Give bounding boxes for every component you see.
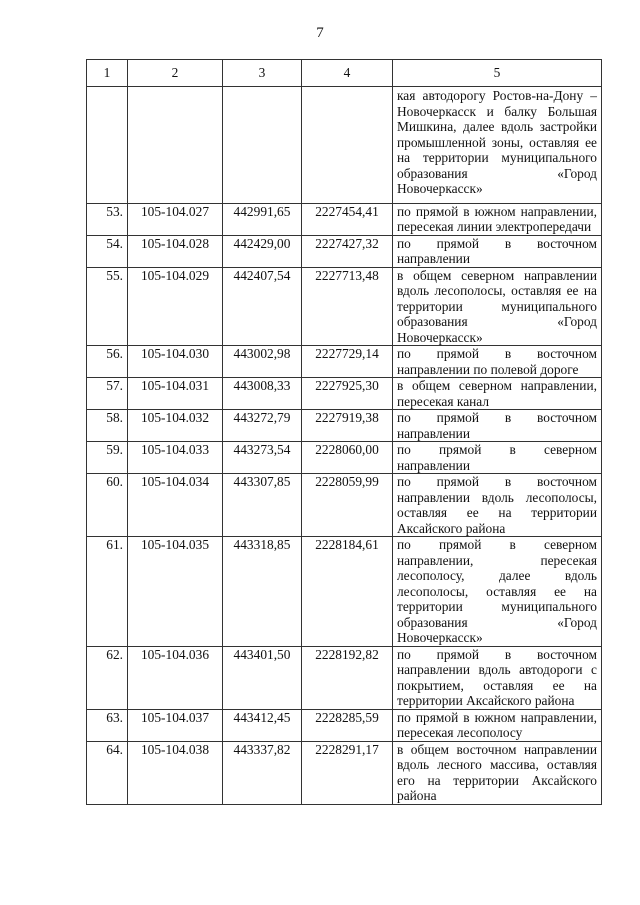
coordinate-x: 443318,85 [223, 537, 302, 647]
point-number: 64. [87, 741, 128, 804]
coordinate-y: 2227454,41 [302, 203, 393, 235]
page-number: 7 [316, 25, 324, 41]
table-row [87, 442, 602, 474]
point-number: 61. [87, 537, 128, 647]
point-number: 58. [87, 410, 128, 442]
boundary-description: по прямой в восточном направлении вдоль лесополосы, оставляя ее на территории Аксайского района [393, 474, 602, 537]
header-col-1: 1 [87, 60, 128, 87]
point-number: 53. [87, 203, 128, 235]
coordinate-y: 2228291,17 [302, 741, 393, 804]
coordinate-y: 2228192,82 [302, 646, 393, 709]
coordinate-y: 2227925,30 [302, 378, 393, 410]
continuation-row [87, 87, 602, 204]
point-number: 60. [87, 474, 128, 537]
header-col-4: 4 [302, 60, 393, 87]
table-cell [87, 87, 128, 204]
coordinate-x: 442429,00 [223, 235, 302, 267]
coordinate-x: 443307,85 [223, 474, 302, 537]
coordinate-x: 443008,33 [223, 378, 302, 410]
boundary-description: по прямой в восточном направлении по полевой дороге [393, 346, 602, 378]
continuation-description: кая автодорогу Ростов-на-Дону – Новочеркасск и балку Большая Мишкина, далее вдоль застройки промышленной зоны, оставляя ее на территории муниципального образования «Город Новочеркасск» [393, 87, 602, 204]
coordinate-y: 2227713,48 [302, 267, 393, 346]
boundary-description: в общем северном направлении, пересекая канал [393, 378, 602, 410]
coordinate-x: 443401,50 [223, 646, 302, 709]
point-number: 56. [87, 346, 128, 378]
boundary-description: по прямой в южном направлении, пересекая линии электропередачи [393, 203, 602, 235]
coordinate-x: 442407,54 [223, 267, 302, 346]
coordinate-y: 2227919,38 [302, 410, 393, 442]
header-col-2: 2 [128, 60, 223, 87]
table-row [87, 346, 602, 378]
boundary-description: по прямой в восточном направлении [393, 410, 602, 442]
coordinate-x: 443273,54 [223, 442, 302, 474]
table-header-row [87, 60, 602, 87]
header-col-3: 3 [223, 60, 302, 87]
coordinate-x: 443002,98 [223, 346, 302, 378]
point-code: 105-104.030 [128, 346, 223, 378]
point-code: 105-104.027 [128, 203, 223, 235]
table-row [87, 235, 602, 267]
boundary-description: в общем северном направлении вдоль лесополосы, оставляя ее на территории муниципального образования «Город Новочеркасск» [393, 267, 602, 346]
point-number: 54. [87, 235, 128, 267]
table-cell [223, 87, 302, 204]
coordinate-y: 2227427,32 [302, 235, 393, 267]
coordinate-x: 443337,82 [223, 741, 302, 804]
point-code: 105-104.035 [128, 537, 223, 647]
boundary-description: по прямой в южном направлении, пересекая лесополосу [393, 709, 602, 741]
table-row [87, 267, 602, 346]
point-code: 105-104.031 [128, 378, 223, 410]
table-row [87, 741, 602, 804]
coordinate-y: 2228184,61 [302, 537, 393, 647]
point-number: 55. [87, 267, 128, 346]
table-row [87, 203, 602, 235]
coordinate-y: 2228285,59 [302, 709, 393, 741]
point-number: 63. [87, 709, 128, 741]
coordinate-x: 442991,65 [223, 203, 302, 235]
table-row [87, 537, 602, 647]
coordinate-x: 443412,45 [223, 709, 302, 741]
boundary-description: по прямой в восточном направлении вдоль автодороги с покрытием, оставляя ее на территории Аксайского района [393, 646, 602, 709]
table-row [87, 474, 602, 537]
point-code: 105-104.032 [128, 410, 223, 442]
point-code: 105-104.038 [128, 741, 223, 804]
point-code: 105-104.034 [128, 474, 223, 537]
table-row [87, 410, 602, 442]
table-row [87, 646, 602, 709]
point-code: 105-104.033 [128, 442, 223, 474]
point-code: 105-104.036 [128, 646, 223, 709]
coordinate-y: 2227729,14 [302, 346, 393, 378]
point-number: 62. [87, 646, 128, 709]
point-code: 105-104.028 [128, 235, 223, 267]
boundary-description: в общем восточном направлении вдоль лесного массива, оставляя его на территории Аксайского района [393, 741, 602, 804]
coordinate-x: 443272,79 [223, 410, 302, 442]
coordinate-y: 2228060,00 [302, 442, 393, 474]
table-cell [302, 87, 393, 204]
point-number: 57. [87, 378, 128, 410]
point-code: 105-104.029 [128, 267, 223, 346]
boundary-description: по прямой в северном направлении, пересекая лесополосу, далее вдоль лесополосы, оставляя ее на территории муниципального образования «Город Новочеркасск» [393, 537, 602, 647]
header-col-5: 5 [393, 60, 602, 87]
boundary-description: по прямой в восточном направлении [393, 235, 602, 267]
table-row [87, 709, 602, 741]
table-cell [128, 87, 223, 204]
point-code: 105-104.037 [128, 709, 223, 741]
boundary-table [86, 59, 602, 805]
table-row [87, 378, 602, 410]
coordinate-y: 2228059,99 [302, 474, 393, 537]
boundary-description: по прямой в северном направлении [393, 442, 602, 474]
point-number: 59. [87, 442, 128, 474]
